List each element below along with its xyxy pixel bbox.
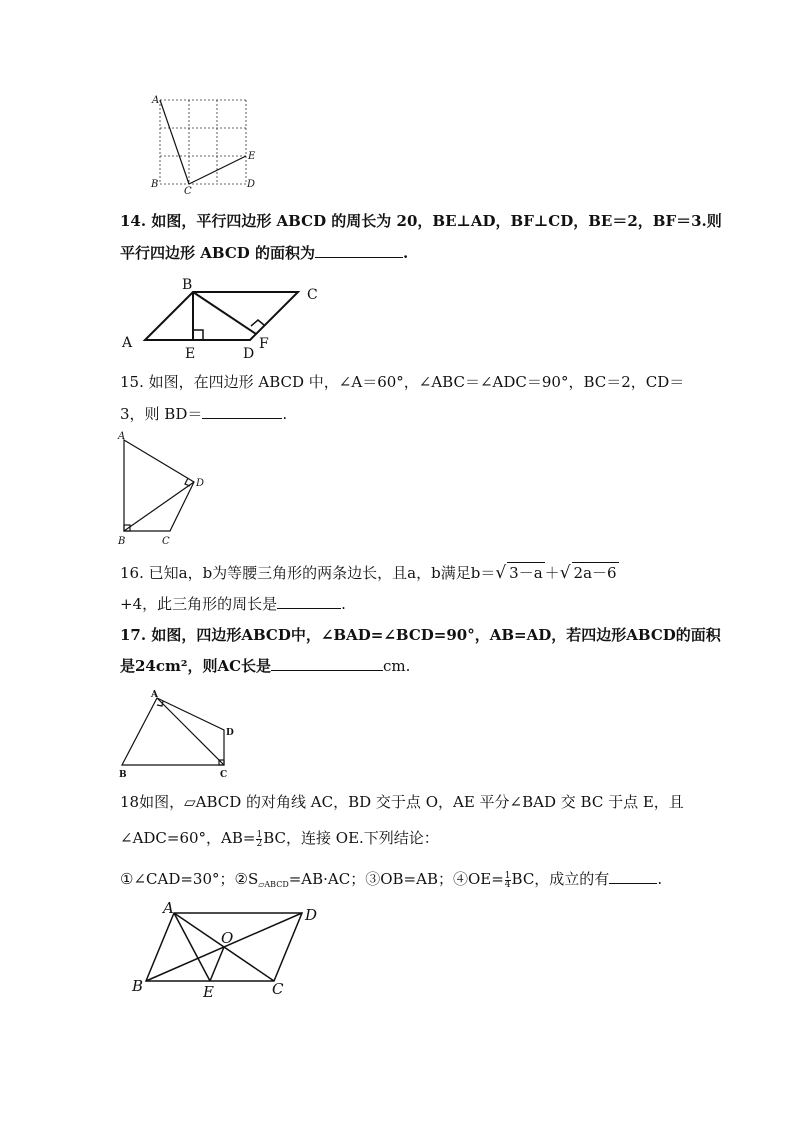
q16-plus: ＋ xyxy=(544,564,560,582)
radical-sign: √ xyxy=(495,563,507,583)
q15-line1: 15. 如图，在四边形 ABCD 中，∠A＝60°，∠ABC＝∠ADC＝90°，BC＝2，CD＝ xyxy=(120,373,685,391)
q17-line2 xyxy=(120,656,410,676)
label-c: C xyxy=(220,770,228,780)
q16-radicand-2: 2a－6 xyxy=(573,564,617,582)
label-d: D xyxy=(243,346,255,362)
q18-line1: 18如图，▱ABCD 的对角线 AC，BD 交于点 O，AE 平分∠BAD 交 BC 于点 E，且 xyxy=(120,793,684,811)
q18-line2-post: BC，连接 OE.下列结论： xyxy=(263,829,439,847)
label-d: D xyxy=(226,728,234,738)
grid-figure xyxy=(145,92,265,197)
q16-end: . xyxy=(341,595,346,613)
label-o: O xyxy=(221,929,234,947)
q18-c2: =AB·AC；③OB=AB；④OE= xyxy=(288,870,504,888)
parallelogram-figure-q14 xyxy=(118,274,328,364)
label-b: B xyxy=(151,179,159,190)
label-d: D xyxy=(247,179,256,190)
q18-end: . xyxy=(657,870,663,888)
q17-line2-text: 是24cm²，则AC长是 xyxy=(120,657,272,675)
label-b: B xyxy=(132,977,144,995)
q18-answer-blank[interactable] xyxy=(609,869,657,884)
label-e: E xyxy=(203,983,214,1001)
q16-line1 xyxy=(120,562,619,583)
label-c: C xyxy=(162,536,170,547)
label-b: B xyxy=(182,277,193,293)
q18-line2-pre: ∠ADC=60°，AB= xyxy=(120,829,256,847)
q15-line2-text: 3，则 BD＝ xyxy=(120,405,203,423)
q14-line2-text: 平行四边形 ABCD 的面积为 xyxy=(120,244,315,262)
fraction-denominator: 4 xyxy=(504,879,511,890)
fraction-numerator: 1 xyxy=(256,829,263,840)
label-f: F xyxy=(259,336,269,352)
label-a: A xyxy=(163,899,174,917)
fraction-one-half xyxy=(256,831,262,848)
label-a: A xyxy=(118,431,126,442)
q18-line2 xyxy=(120,828,439,848)
q16-radicand-1: 3－a xyxy=(509,564,543,582)
fraction-denominator: 2 xyxy=(256,838,263,849)
q14-line2 xyxy=(120,243,408,263)
q16-line1-text: 16. 已知a，b为等腰三角形的两条边长，且a，b满足b＝ xyxy=(120,564,496,582)
label-c: C xyxy=(272,980,284,998)
label-b: B xyxy=(118,536,126,547)
q18-conclusions xyxy=(120,869,662,895)
q17-answer-blank[interactable] xyxy=(271,656,383,671)
label-c: C xyxy=(307,287,318,303)
q14-end: . xyxy=(403,244,409,262)
quadrilateral-figure-q15 xyxy=(112,428,212,550)
label-a: A xyxy=(122,335,133,351)
label-e: E xyxy=(185,346,196,362)
fraction-numerator: 1 xyxy=(504,870,511,881)
label-d: D xyxy=(196,478,205,489)
label-e: E xyxy=(248,151,256,162)
label-c: C xyxy=(184,186,192,197)
label-d: D xyxy=(305,906,318,924)
q16-line2-text: +4，此三角形的周长是 xyxy=(120,595,278,613)
fraction-one-quarter xyxy=(505,872,511,889)
q15-answer-blank[interactable] xyxy=(202,404,282,419)
q15-line2 xyxy=(120,404,287,424)
label-b: B xyxy=(119,770,127,780)
q16-answer-blank[interactable] xyxy=(277,594,341,609)
label-a: A xyxy=(152,95,160,106)
q16-line2 xyxy=(120,594,346,614)
parallelogram-figure-q18 xyxy=(126,898,326,1003)
q18-c1: ①∠CAD=30°；②S xyxy=(120,870,259,888)
q14-line1: 14. 如图，平行四边形 ABCD 的周长为 20，BE⊥AD，BF⊥CD，BE＝2，BF＝3.则 xyxy=(120,212,722,230)
label-a: A xyxy=(151,690,158,700)
q15-end: . xyxy=(282,405,288,423)
quadrilateral-figure-q17 xyxy=(114,686,244,781)
q18-c3: BC，成立的有 xyxy=(511,870,610,888)
q14-answer-blank[interactable] xyxy=(315,243,403,258)
q17-unit: cm. xyxy=(383,657,411,675)
radical-sign: √ xyxy=(559,563,571,583)
q17-line1: 17. 如图，四边形ABCD中，∠BAD=∠BCD=90°，AB=AD，若四边形ABCD的面积 xyxy=(120,626,721,644)
q18-area-subscript: ▱ABCD xyxy=(258,880,289,889)
